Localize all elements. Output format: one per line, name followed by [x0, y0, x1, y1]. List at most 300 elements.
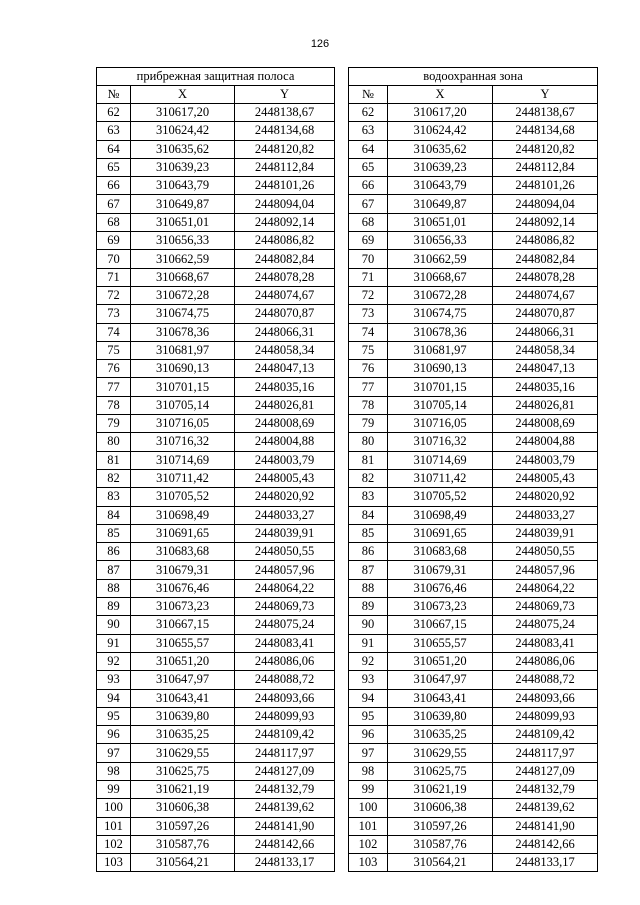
table-gap: [335, 598, 349, 616]
right-cell-y: 2448066,31: [493, 323, 598, 341]
right-cell-x: 310625,75: [388, 762, 493, 780]
left-cell-number: 76: [97, 360, 131, 378]
table-gap: [335, 854, 349, 872]
left-cell-y: 2448078,28: [235, 268, 335, 286]
left-cell-x: 310564,21: [131, 854, 235, 872]
left-cell-y: 2448005,43: [235, 469, 335, 487]
table-gap: [335, 616, 349, 634]
left-cell-x: 310624,42: [131, 122, 235, 140]
left-cell-number: 69: [97, 232, 131, 250]
right-cell-y: 2448083,41: [493, 634, 598, 652]
table-gap: [335, 506, 349, 524]
left-cell-y: 2448070,87: [235, 305, 335, 323]
right-cell-number: 78: [349, 396, 388, 414]
left-cell-y: 2448094,04: [235, 195, 335, 213]
right-cell-x: 310676,46: [388, 579, 493, 597]
left-cell-number: 96: [97, 726, 131, 744]
table-row: [97, 762, 598, 780]
left-cell-number: 88: [97, 579, 131, 597]
table-row: [97, 451, 598, 469]
left-cell-x: 310674,75: [131, 305, 235, 323]
left-cell-number: 92: [97, 652, 131, 670]
left-cell-x: 310690,13: [131, 360, 235, 378]
table-gap: [335, 104, 349, 122]
right-cell-y: 2448057,96: [493, 561, 598, 579]
table-row: [97, 726, 598, 744]
right-cell-number: 75: [349, 341, 388, 359]
left-cell-number: 77: [97, 378, 131, 396]
right-cell-number: 96: [349, 726, 388, 744]
right-cell-number: 68: [349, 213, 388, 231]
left-cell-number: 98: [97, 762, 131, 780]
right-cell-number: 87: [349, 561, 388, 579]
right-cell-y: 2448026,81: [493, 396, 598, 414]
table-row: [97, 506, 598, 524]
right-cell-y: 2448134,68: [493, 122, 598, 140]
left-cell-number: 63: [97, 122, 131, 140]
table-gap: [335, 323, 349, 341]
table-gap: [335, 378, 349, 396]
table-row: [97, 232, 598, 250]
table-gap: [335, 817, 349, 835]
left-cell-x: 310678,36: [131, 323, 235, 341]
table-gap: [335, 671, 349, 689]
left-cell-x: 310662,59: [131, 250, 235, 268]
right-cell-y: 2448142,66: [493, 835, 598, 853]
table-row: [97, 122, 598, 140]
left-cell-y: 2448066,31: [235, 323, 335, 341]
right-cell-x: 310624,42: [388, 122, 493, 140]
right-cell-number: 95: [349, 707, 388, 725]
table-row: [97, 579, 598, 597]
table-gap: [335, 396, 349, 414]
right-cell-number: 98: [349, 762, 388, 780]
right-cell-y: 2448033,27: [493, 506, 598, 524]
table-gap: [335, 469, 349, 487]
right-cell-y: 2448008,69: [493, 415, 598, 433]
table-row: [97, 360, 598, 378]
right-cell-y: 2448101,26: [493, 177, 598, 195]
right-cell-y: 2448141,90: [493, 817, 598, 835]
right-cell-x: 310597,26: [388, 817, 493, 835]
right-cell-y: 2448050,55: [493, 543, 598, 561]
table-row: [97, 799, 598, 817]
table-gap: [335, 195, 349, 213]
right-cell-y: 2448086,06: [493, 652, 598, 670]
right-cell-x: 310716,32: [388, 433, 493, 451]
right-cell-number: 69: [349, 232, 388, 250]
right-cell-y: 2448094,04: [493, 195, 598, 213]
right-cell-number: 71: [349, 268, 388, 286]
right-cell-x: 310691,65: [388, 524, 493, 542]
left-cell-x: 310668,67: [131, 268, 235, 286]
right-cell-x: 310690,13: [388, 360, 493, 378]
left-cell-number: 90: [97, 616, 131, 634]
right-cell-number: 74: [349, 323, 388, 341]
table-gap: [335, 652, 349, 670]
right-cell-x: 310643,79: [388, 177, 493, 195]
right-cell-number: 103: [349, 854, 388, 872]
left-cell-y: 2448026,81: [235, 396, 335, 414]
right-cell-x: 310705,14: [388, 396, 493, 414]
table-gap: [335, 122, 349, 140]
table-gap: [335, 140, 349, 158]
left-cell-number: 74: [97, 323, 131, 341]
left-cell-number: 86: [97, 543, 131, 561]
table-gap: [335, 286, 349, 304]
table-row: [97, 524, 598, 542]
left-cell-y: 2448132,79: [235, 780, 335, 798]
table-gap: [335, 415, 349, 433]
right-cell-y: 2448075,24: [493, 616, 598, 634]
right-cell-x: 310647,97: [388, 671, 493, 689]
right-cell-x: 310639,23: [388, 158, 493, 176]
right-cell-y: 2448064,22: [493, 579, 598, 597]
left-cell-y: 2448101,26: [235, 177, 335, 195]
left-header-number: №: [97, 86, 131, 104]
page-number: 126: [310, 38, 330, 50]
left-cell-x: 310698,49: [131, 506, 235, 524]
left-cell-y: 2448086,06: [235, 652, 335, 670]
left-cell-y: 2448093,66: [235, 689, 335, 707]
left-cell-number: 71: [97, 268, 131, 286]
left-cell-x: 310676,46: [131, 579, 235, 597]
table-row: [97, 488, 598, 506]
table-row: [97, 469, 598, 487]
right-cell-number: 90: [349, 616, 388, 634]
left-cell-y: 2448117,97: [235, 744, 335, 762]
table-row: [97, 323, 598, 341]
table-row: [97, 854, 598, 872]
left-cell-number: 87: [97, 561, 131, 579]
table-gap: [335, 524, 349, 542]
left-cell-x: 310617,20: [131, 104, 235, 122]
left-cell-x: 310651,01: [131, 213, 235, 231]
left-cell-number: 97: [97, 744, 131, 762]
right-cell-y: 2448099,93: [493, 707, 598, 725]
left-cell-x: 310639,23: [131, 158, 235, 176]
right-cell-x: 310635,62: [388, 140, 493, 158]
right-cell-number: 62: [349, 104, 388, 122]
left-cell-number: 67: [97, 195, 131, 213]
left-cell-y: 2448083,41: [235, 634, 335, 652]
left-cell-y: 2448139,62: [235, 799, 335, 817]
table-gap: [335, 158, 349, 176]
right-cell-x: 310673,23: [388, 598, 493, 616]
left-cell-y: 2448064,22: [235, 579, 335, 597]
left-header-x: X: [131, 86, 235, 104]
left-cell-x: 310587,76: [131, 835, 235, 853]
left-cell-x: 310656,33: [131, 232, 235, 250]
right-cell-x: 310667,15: [388, 616, 493, 634]
right-cell-y: 2448020,92: [493, 488, 598, 506]
left-cell-y: 2448069,73: [235, 598, 335, 616]
left-cell-number: 93: [97, 671, 131, 689]
table-row: [97, 195, 598, 213]
right-cell-y: 2448086,82: [493, 232, 598, 250]
table-row: [97, 158, 598, 176]
left-cell-number: 83: [97, 488, 131, 506]
table-gap: [335, 86, 349, 104]
right-cell-y: 2448109,42: [493, 726, 598, 744]
right-cell-x: 310714,69: [388, 451, 493, 469]
right-cell-number: 70: [349, 250, 388, 268]
table-gap: [335, 799, 349, 817]
right-cell-x: 310564,21: [388, 854, 493, 872]
table-gap: [335, 762, 349, 780]
right-cell-x: 310655,57: [388, 634, 493, 652]
table-gap: [335, 232, 349, 250]
table-gap: [335, 726, 349, 744]
right-cell-x: 310606,38: [388, 799, 493, 817]
table-row: [97, 268, 598, 286]
right-cell-y: 2448132,79: [493, 780, 598, 798]
left-cell-x: 310625,75: [131, 762, 235, 780]
left-cell-y: 2448138,67: [235, 104, 335, 122]
left-cell-y: 2448047,13: [235, 360, 335, 378]
left-cell-number: 103: [97, 854, 131, 872]
right-cell-y: 2448004,88: [493, 433, 598, 451]
left-cell-number: 101: [97, 817, 131, 835]
left-cell-y: 2448004,88: [235, 433, 335, 451]
right-cell-number: 81: [349, 451, 388, 469]
table-row: [97, 652, 598, 670]
table-gap: [335, 213, 349, 231]
table-row: [97, 213, 598, 231]
table-gap: [335, 561, 349, 579]
table-gap: [335, 177, 349, 195]
table-row: [97, 689, 598, 707]
right-cell-number: 101: [349, 817, 388, 835]
table-gap: [335, 634, 349, 652]
right-cell-y: 2448112,84: [493, 158, 598, 176]
left-cell-x: 310716,05: [131, 415, 235, 433]
right-cell-number: 92: [349, 652, 388, 670]
left-cell-number: 89: [97, 598, 131, 616]
right-cell-x: 310672,28: [388, 286, 493, 304]
right-cell-number: 84: [349, 506, 388, 524]
left-cell-number: 91: [97, 634, 131, 652]
table-row: [97, 744, 598, 762]
table-gap: [335, 250, 349, 268]
right-cell-y: 2448005,43: [493, 469, 598, 487]
right-cell-x: 310678,36: [388, 323, 493, 341]
left-cell-x: 310643,41: [131, 689, 235, 707]
left-cell-number: 68: [97, 213, 131, 231]
left-cell-x: 310701,15: [131, 378, 235, 396]
left-cell-number: 80: [97, 433, 131, 451]
right-cell-y: 2448003,79: [493, 451, 598, 469]
left-table-title: прибрежная защитная полоса: [97, 68, 335, 86]
right-cell-y: 2448117,97: [493, 744, 598, 762]
right-cell-y: 2448133,17: [493, 854, 598, 872]
left-cell-number: 78: [97, 396, 131, 414]
table-gap: [335, 360, 349, 378]
right-cell-x: 310668,67: [388, 268, 493, 286]
left-cell-x: 310672,28: [131, 286, 235, 304]
right-table-title: водоохранная зона: [349, 68, 598, 86]
left-cell-x: 310649,87: [131, 195, 235, 213]
left-cell-y: 2448134,68: [235, 122, 335, 140]
left-cell-y: 2448050,55: [235, 543, 335, 561]
right-cell-y: 2448074,67: [493, 286, 598, 304]
right-header-number: №: [349, 86, 388, 104]
left-cell-x: 310621,19: [131, 780, 235, 798]
left-cell-y: 2448039,91: [235, 524, 335, 542]
left-cell-number: 94: [97, 689, 131, 707]
left-cell-x: 310643,79: [131, 177, 235, 195]
left-cell-y: 2448112,84: [235, 158, 335, 176]
left-cell-y: 2448133,17: [235, 854, 335, 872]
right-cell-x: 310705,52: [388, 488, 493, 506]
right-cell-y: 2448070,87: [493, 305, 598, 323]
right-cell-number: 102: [349, 835, 388, 853]
left-cell-number: 82: [97, 469, 131, 487]
left-cell-y: 2448033,27: [235, 506, 335, 524]
right-cell-number: 89: [349, 598, 388, 616]
right-cell-x: 310679,31: [388, 561, 493, 579]
left-cell-number: 66: [97, 177, 131, 195]
right-cell-number: 76: [349, 360, 388, 378]
right-cell-number: 85: [349, 524, 388, 542]
left-cell-y: 2448142,66: [235, 835, 335, 853]
right-cell-x: 310629,55: [388, 744, 493, 762]
left-cell-number: 73: [97, 305, 131, 323]
table-gap: [335, 68, 349, 86]
left-cell-number: 72: [97, 286, 131, 304]
left-cell-number: 81: [97, 451, 131, 469]
table-row: [97, 671, 598, 689]
table-row: [97, 616, 598, 634]
left-cell-x: 310647,97: [131, 671, 235, 689]
left-cell-y: 2448075,24: [235, 616, 335, 634]
table-row: [97, 561, 598, 579]
right-cell-x: 310711,42: [388, 469, 493, 487]
left-cell-number: 100: [97, 799, 131, 817]
left-cell-x: 310667,15: [131, 616, 235, 634]
left-cell-number: 84: [97, 506, 131, 524]
table-row: [97, 341, 598, 359]
left-cell-y: 2448074,67: [235, 286, 335, 304]
right-cell-y: 2448047,13: [493, 360, 598, 378]
right-cell-x: 310674,75: [388, 305, 493, 323]
right-cell-number: 64: [349, 140, 388, 158]
left-cell-x: 310681,97: [131, 341, 235, 359]
table-gap: [335, 433, 349, 451]
left-cell-y: 2448092,14: [235, 213, 335, 231]
right-cell-number: 91: [349, 634, 388, 652]
right-cell-y: 2448139,62: [493, 799, 598, 817]
left-cell-y: 2448003,79: [235, 451, 335, 469]
left-cell-x: 310635,25: [131, 726, 235, 744]
column-header-row: [97, 86, 598, 104]
left-cell-x: 310716,32: [131, 433, 235, 451]
table-row: [97, 433, 598, 451]
left-cell-x: 310714,69: [131, 451, 235, 469]
left-cell-y: 2448057,96: [235, 561, 335, 579]
table-gap: [335, 835, 349, 853]
table-gap: [335, 268, 349, 286]
left-cell-number: 99: [97, 780, 131, 798]
right-cell-x: 310716,05: [388, 415, 493, 433]
right-header-y: Y: [493, 86, 598, 104]
left-cell-number: 64: [97, 140, 131, 158]
left-cell-number: 65: [97, 158, 131, 176]
table-row: [97, 104, 598, 122]
table-row: [97, 780, 598, 798]
left-cell-x: 310679,31: [131, 561, 235, 579]
left-cell-y: 2448109,42: [235, 726, 335, 744]
left-cell-x: 310705,14: [131, 396, 235, 414]
right-cell-number: 93: [349, 671, 388, 689]
right-cell-y: 2448069,73: [493, 598, 598, 616]
left-cell-x: 310629,55: [131, 744, 235, 762]
right-cell-number: 99: [349, 780, 388, 798]
right-cell-number: 63: [349, 122, 388, 140]
left-cell-x: 310711,42: [131, 469, 235, 487]
right-cell-y: 2448092,14: [493, 213, 598, 231]
left-cell-x: 310597,26: [131, 817, 235, 835]
right-cell-number: 65: [349, 158, 388, 176]
right-cell-number: 79: [349, 415, 388, 433]
right-cell-x: 310656,33: [388, 232, 493, 250]
table-row: [97, 835, 598, 853]
right-cell-number: 94: [349, 689, 388, 707]
right-cell-number: 88: [349, 579, 388, 597]
right-cell-number: 77: [349, 378, 388, 396]
right-cell-number: 86: [349, 543, 388, 561]
right-cell-number: 83: [349, 488, 388, 506]
left-cell-y: 2448035,16: [235, 378, 335, 396]
right-cell-y: 2448120,82: [493, 140, 598, 158]
left-cell-y: 2448082,84: [235, 250, 335, 268]
left-cell-x: 310673,23: [131, 598, 235, 616]
right-cell-x: 310649,87: [388, 195, 493, 213]
right-cell-y: 2448039,91: [493, 524, 598, 542]
right-cell-x: 310662,59: [388, 250, 493, 268]
right-cell-x: 310701,15: [388, 378, 493, 396]
right-cell-number: 73: [349, 305, 388, 323]
left-cell-x: 310691,65: [131, 524, 235, 542]
table-row: [97, 634, 598, 652]
table-row: [97, 177, 598, 195]
table-row: [97, 817, 598, 835]
left-cell-x: 310683,68: [131, 543, 235, 561]
right-cell-x: 310587,76: [388, 835, 493, 853]
left-cell-y: 2448088,72: [235, 671, 335, 689]
right-cell-y: 2448088,72: [493, 671, 598, 689]
left-cell-number: 102: [97, 835, 131, 853]
table-row: [97, 305, 598, 323]
right-cell-x: 310683,68: [388, 543, 493, 561]
right-cell-x: 310698,49: [388, 506, 493, 524]
right-cell-y: 2448078,28: [493, 268, 598, 286]
right-header-x: X: [388, 86, 493, 104]
left-cell-x: 310639,80: [131, 707, 235, 725]
right-cell-x: 310621,19: [388, 780, 493, 798]
table-row: [97, 707, 598, 725]
left-cell-number: 62: [97, 104, 131, 122]
table-row: [97, 250, 598, 268]
left-cell-x: 310655,57: [131, 634, 235, 652]
right-cell-y: 2448093,66: [493, 689, 598, 707]
right-cell-x: 310681,97: [388, 341, 493, 359]
table-row: [97, 140, 598, 158]
left-cell-y: 2448120,82: [235, 140, 335, 158]
left-cell-y: 2448086,82: [235, 232, 335, 250]
left-cell-y: 2448141,90: [235, 817, 335, 835]
left-cell-x: 310705,52: [131, 488, 235, 506]
